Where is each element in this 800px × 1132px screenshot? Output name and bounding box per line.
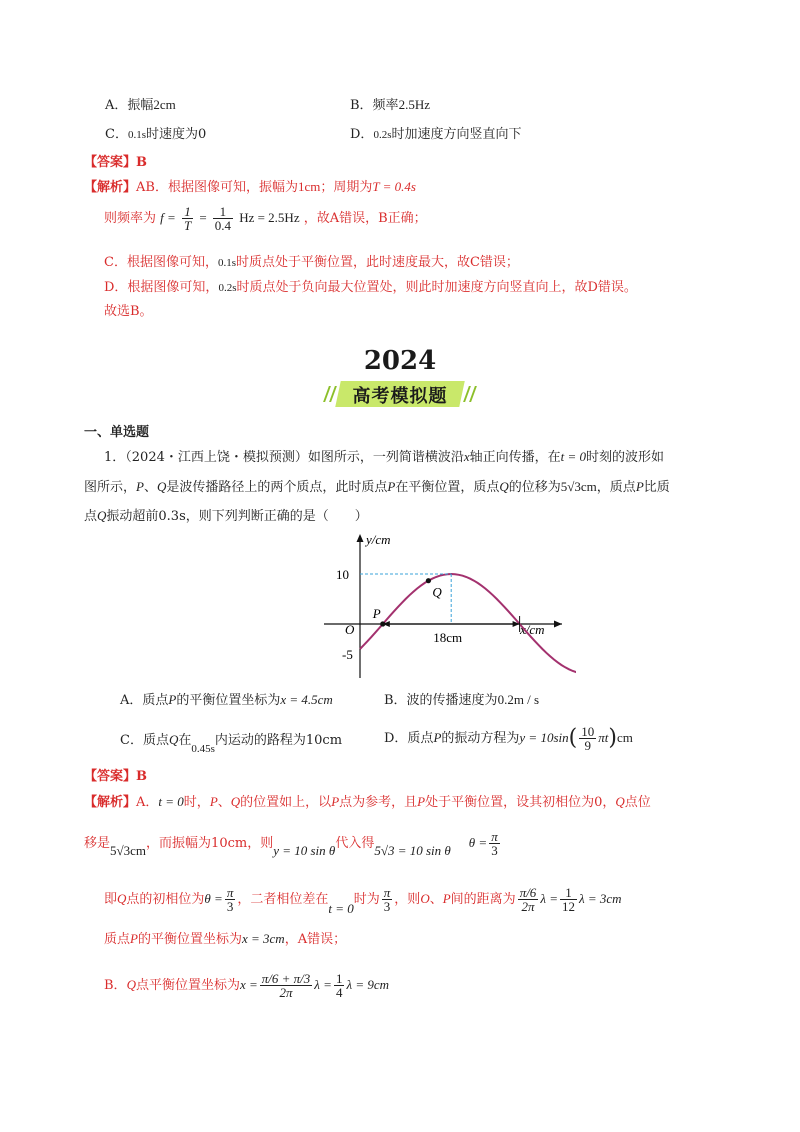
q1-stem-line-2: 图所示，P、Q是波传播路径上的两个质点，此时质点P在平衡位置，质点Q的位移为5√3cm，质点P比质 <box>84 479 670 495</box>
banner-year: 2024 <box>363 346 437 376</box>
q1-option-a: A．质点P的平衡位置坐标为x = 4.5cm <box>120 692 333 708</box>
prev-analysis-line-2: 则频率为 f = $\frac{1}{T}$ = $\frac{1}{0.4}$ Hz = 2.5Hz ，故A错误，B正确； <box>104 204 427 233</box>
section-heading: 一、单选题 <box>84 425 150 440</box>
point-q-label: Q <box>432 584 442 600</box>
q1-stem-line-3: 点Q振动超前0.3s，则下列判断正确的是（ ） <box>84 508 368 524</box>
q1-option-c: C．质点Q在$_{0.45s}$内运动的路程为10cm <box>120 732 343 755</box>
q1-analysis-line-5: B．Q点平衡位置坐标为x = $\frac{\pi/6 + \pi/3}{2\pi}$ λ = $\frac{1}{4}$ λ = 9cm <box>104 971 390 1000</box>
prev-option-c: C．0.1s时速度为0 <box>105 127 207 142</box>
q1-analysis-line-3: 即Q点的初相位为θ = $\frac{\pi}{3}$ ，二者相位差在t = 0时为 $\frac{\pi}{3}$ ，则O、P间的距离为 $\frac{\pi/6}{2\pi}$ λ = $\frac{1}{12}$ λ = 3cm <box>104 885 622 916</box>
q1-analysis-line-1: 【解析】A．t = 0时，P、Q的位置如上，以P点为参考，且P处于平衡位置，设其初相位为0，Q点位 <box>84 794 651 810</box>
q1-answer: 【答案】B <box>84 769 147 784</box>
point-p-label: P <box>372 606 381 621</box>
x-axis-label: x/cm <box>520 622 545 637</box>
prev-analysis-line-4: D．根据图像可知，0.2s时质点处于负向最大位置处，则此时加速度方向竖直向上，故D错误。 <box>104 280 637 295</box>
y-tick-label-bottom: -5 <box>342 647 353 662</box>
banner-right-stripes-icon <box>464 386 480 402</box>
point-q <box>426 578 431 583</box>
origin-label: O <box>345 622 355 637</box>
q1-analysis-line-4: 质点P的平衡位置坐标为x = 3cm，A错误； <box>104 931 347 947</box>
q1-analysis-line-2: 移是5√3cm，而振幅为10cm，则y = 10 sin θ代入得5√3 = 10 sin θθ = $\frac{\pi}{3}$ <box>84 829 498 858</box>
banner-title: 高考模拟题 <box>352 386 448 407</box>
prev-option-b: B．频率2.5Hz <box>350 97 430 113</box>
span-label: 18cm <box>433 630 463 645</box>
prev-analysis-conclusion: 故选B。 <box>104 304 153 319</box>
x-axis-arrow-icon <box>554 621 562 628</box>
q1-option-d: D．质点P的振动方程为y = 10sin( $\frac{10}{9}$ πt)cm <box>384 724 633 753</box>
q1-stem-line-1: 1．（2024・江西上饶・模拟预测）如图所示，一列简谐横波沿x轴正向传播，在t = 0时刻的波形如 <box>104 449 665 465</box>
prev-answer: 【答案】B <box>84 155 147 170</box>
y-axis-label: y/cm <box>366 532 391 547</box>
wave-figure <box>316 528 576 688</box>
prev-option-a: A．振幅2cm <box>105 97 176 113</box>
prev-analysis-line-3: C．根据图像可知，0.1s时质点处于平衡位置，此时速度最大，故C错误； <box>104 255 519 270</box>
q1-option-b: B．波的传播速度为0.2m / s <box>384 692 540 708</box>
y-axis-arrow-icon <box>357 534 364 542</box>
prev-option-d: D．0.2s时加速度方向竖直向下 <box>350 127 522 142</box>
y-tick-label-top: 10 <box>336 567 349 582</box>
prev-analysis-line-1: 【解析】AB．根据图像可知，振幅为1cm；周期为T = 0.4s <box>84 179 416 195</box>
